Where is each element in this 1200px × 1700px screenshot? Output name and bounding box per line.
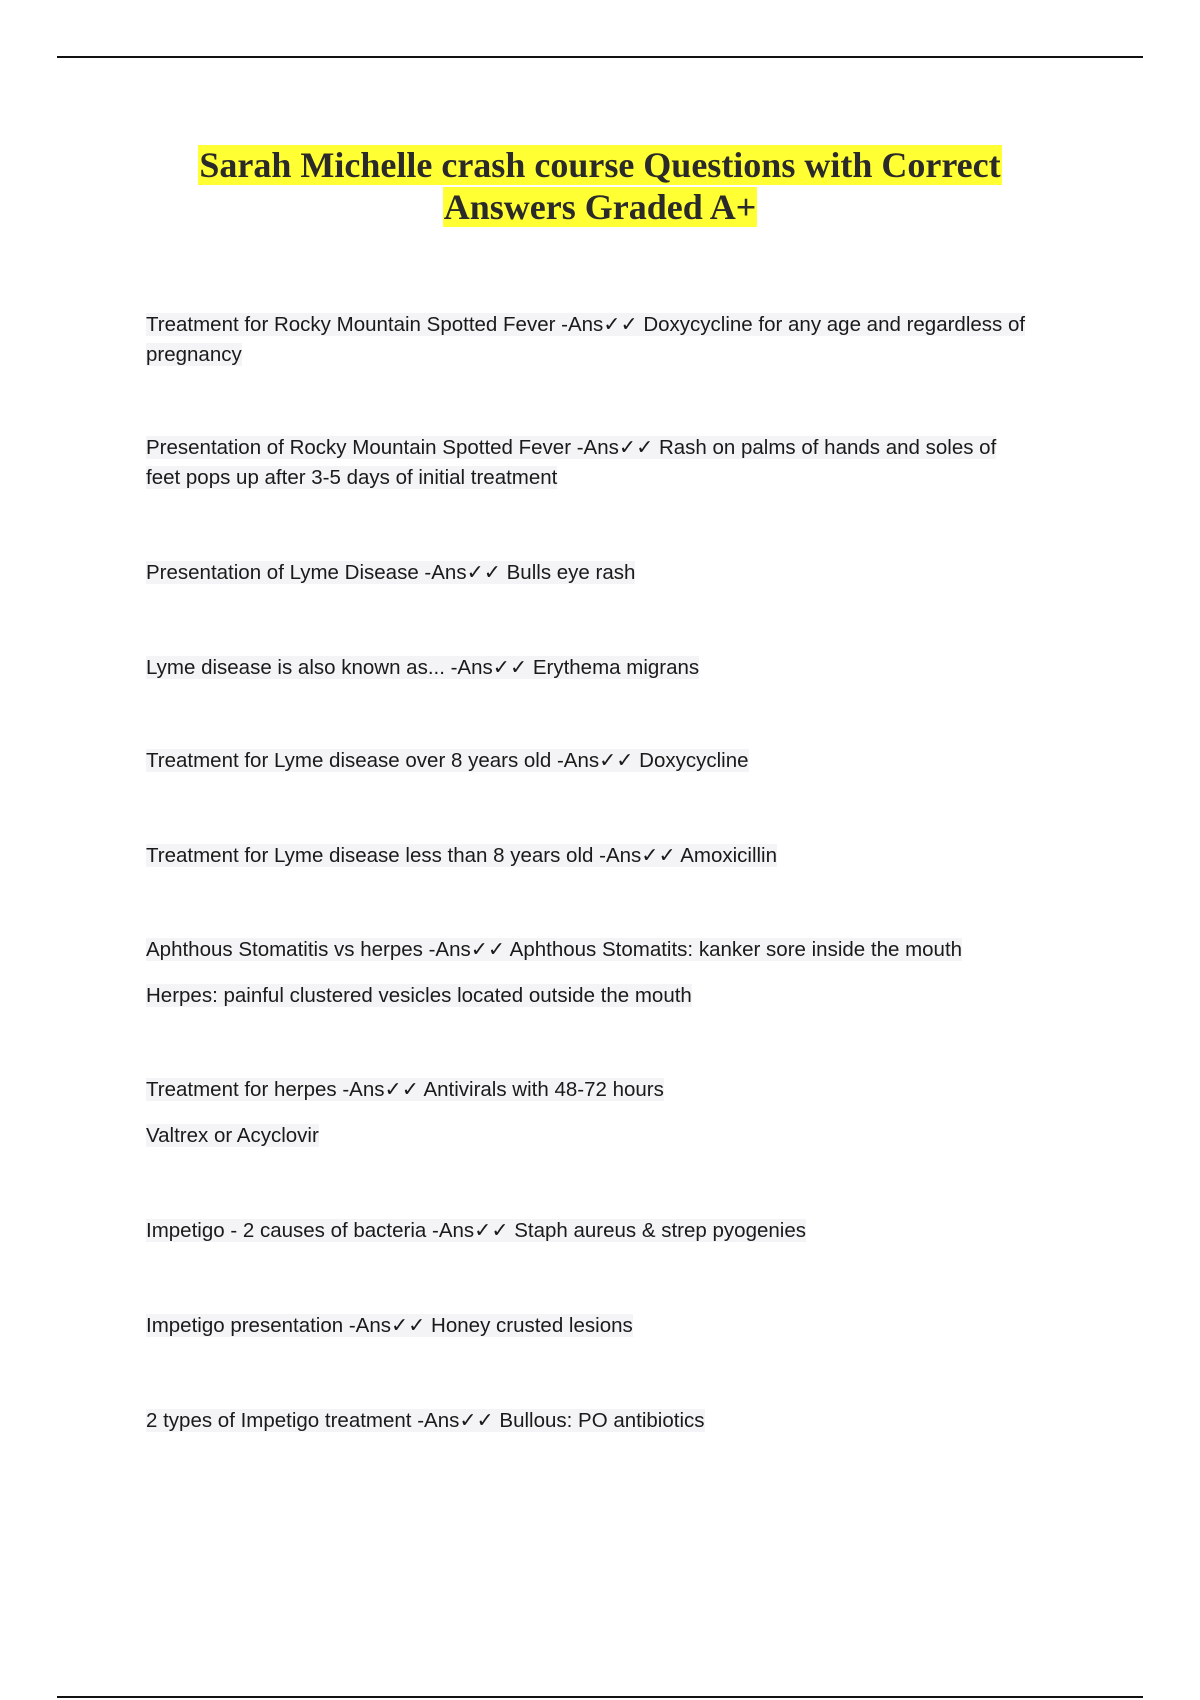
- check-icon: ✓✓: [466, 560, 501, 584]
- qa-item: [146, 1215, 1096, 1246]
- question-text: Treatment for Lyme disease over 8 years old -Ans: [146, 749, 600, 772]
- qa-item: [146, 934, 1096, 1011]
- question-text: Treatment for Lyme disease less than 8 years old -Ans: [146, 844, 642, 867]
- answer-text: Amoxicillin: [675, 844, 778, 867]
- check-icon: ✓✓: [391, 1313, 426, 1337]
- qa-item: [146, 432, 1096, 493]
- title-line-1: Sarah Michelle crash course Questions with Correct: [199, 145, 1001, 185]
- question-text: Aphthous Stomatitis vs herpes -Ans: [146, 938, 471, 961]
- document-title: [100, 144, 1100, 228]
- qa-item: [146, 1310, 1096, 1341]
- check-icon: ✓✓: [599, 748, 634, 772]
- question-text: Presentation of Lyme Disease -Ans: [146, 561, 467, 584]
- check-icon: ✓✓: [618, 435, 654, 459]
- question-text: Impetigo presentation -Ans: [146, 1314, 391, 1337]
- answer-text: Antivirals with 48-72 hours: [418, 1078, 664, 1101]
- answer-text: Bullous: PO antibiotics: [493, 1409, 705, 1432]
- check-icon: ✓✓: [492, 655, 528, 679]
- top-rule: [57, 56, 1143, 58]
- answer-text: Doxycycline: [633, 749, 749, 772]
- answer-text: Honey crusted lesions: [425, 1314, 633, 1337]
- title-line-2: Answers Graded A+: [443, 187, 757, 227]
- qa-item: [146, 309, 1096, 370]
- qa-item: [146, 745, 1096, 776]
- answer-continuation: Herpes: painful clustered vesicles located outside the mouth: [146, 984, 692, 1007]
- question-text: Treatment for Rocky Mountain Spotted Fever -Ans: [146, 313, 604, 336]
- check-icon: ✓✓: [384, 1077, 419, 1101]
- answer-text: Rash on palms of hands and soles of: [653, 436, 997, 459]
- check-icon: ✓✓: [474, 1218, 509, 1242]
- question-text: Presentation of Rocky Mountain Spotted Fever -Ans: [146, 436, 619, 459]
- qa-item: [146, 1074, 1096, 1151]
- answer-continuation: feet pops up after 3-5 days of initial treatment: [146, 466, 558, 489]
- qa-item: [146, 840, 1096, 871]
- qa-item: [146, 557, 1096, 588]
- qa-item: [146, 1405, 1096, 1436]
- answer-continuation: pregnancy: [146, 343, 242, 366]
- qa-item: [146, 652, 1096, 683]
- check-icon: ✓✓: [641, 843, 676, 867]
- question-text: Treatment for herpes -Ans: [146, 1078, 385, 1101]
- question-text: 2 types of Impetigo treatment -Ans: [146, 1409, 460, 1432]
- answer-text: Bulls eye rash: [500, 561, 636, 584]
- check-icon: ✓✓: [603, 312, 638, 336]
- question-text: Lyme disease is also known as... -Ans: [146, 656, 493, 679]
- answer-text: Staph aureus & strep pyogenies: [508, 1219, 806, 1242]
- answer-text: Aphthous Stomatits: kanker sore inside the mouth: [505, 938, 963, 961]
- bottom-rule: [57, 1696, 1143, 1698]
- check-icon: ✓✓: [459, 1408, 494, 1432]
- answer-text: Erythema migrans: [527, 656, 700, 679]
- check-icon: ✓✓: [470, 937, 506, 961]
- question-text: Impetigo - 2 causes of bacteria -Ans: [146, 1219, 475, 1242]
- answer-continuation: Valtrex or Acyclovir: [146, 1124, 319, 1147]
- answer-text: Doxycycline for any age and regardless of: [637, 313, 1026, 336]
